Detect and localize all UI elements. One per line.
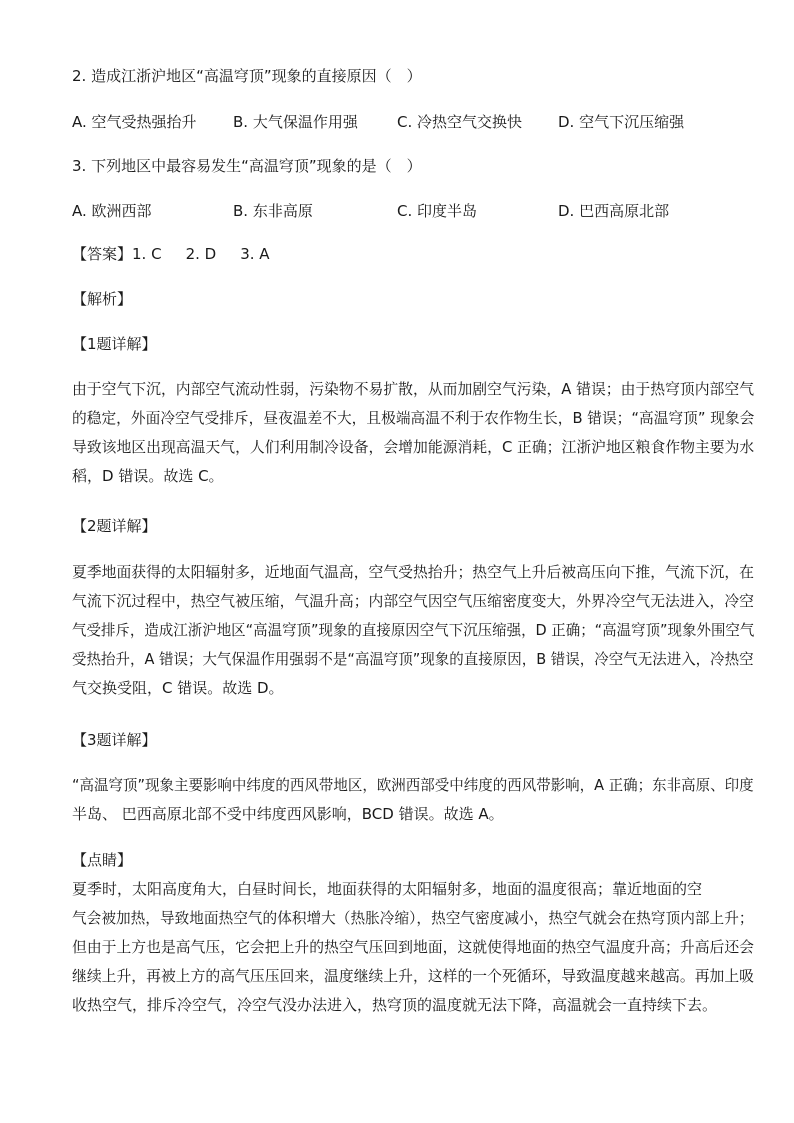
detail-2-line: 气交换受阻，C 错误。故选 D。 bbox=[72, 679, 284, 697]
detail-2-line: 气流下沉过程中，热空气被压缩，气温升高；内部空气因空气压缩密度变大，外界冷空气无法进入，冷空 bbox=[72, 592, 755, 610]
detail-3-label: 【3题详解】 bbox=[72, 731, 157, 749]
detail-3-line: “高温穹顶”现象主要影响中纬度的西风带地区，欧洲西部受中纬度的西风带影响，A 正确；东非高原、印度 bbox=[72, 776, 754, 794]
detail-1-label: 【1题详解】 bbox=[72, 335, 157, 353]
answer-3: 3. A bbox=[240, 245, 270, 263]
q3-option-d: D. 巴西高原北部 bbox=[558, 202, 670, 220]
tip-line bbox=[72, 846, 732, 904]
answer-label: 【答案】 bbox=[72, 245, 133, 263]
detail-3-paragraph bbox=[72, 771, 754, 829]
tip-label: 【点睛】 bbox=[72, 851, 133, 869]
detail-1-line: 由于空气下沉，内部空气流动性弱，污染物不易扩散，从而加剧空气污染，A 错误；由于热穹顶内部空气 bbox=[72, 380, 755, 398]
q2-option-c: C. 冷热空气交换快 bbox=[397, 113, 523, 131]
q2-option-b: B. 大气保温作用强 bbox=[233, 113, 358, 131]
answer-line bbox=[72, 244, 270, 264]
q3-option-b: B. 东非高原 bbox=[233, 202, 313, 220]
answer-2: 2. D bbox=[185, 245, 217, 263]
q3-option-a: A. 欧洲西部 bbox=[72, 202, 152, 220]
tip-paragraph bbox=[72, 846, 755, 1020]
detail-1-paragraph bbox=[72, 375, 755, 491]
detail-1-line: 稻，D 错误。故选 C。 bbox=[72, 467, 224, 485]
tip-first-line-text: 夏季时，太阳高度角大，白昼时间长，地面获得的太阳辐射多，地面的温度很高；靠近地面的空 bbox=[72, 880, 703, 898]
tip-line: 继续上升，再被上方的高气压压回来，温度继续上升，这样的一个死循环，导致温度越来越高。再加上吸 bbox=[72, 967, 755, 985]
detail-2-line: 气受排斥，造成江浙沪地区“高温穹顶”现象的直接原因空气下沉压缩强，D 正确；“高温穹顶”现象外围空气 bbox=[72, 621, 755, 639]
detail-2-line: 受热抬升，A 错误；大气保温作用强弱不是“高温穹顶”现象的直接原因，B 错误，冷空气无法进入，冷热空 bbox=[72, 650, 754, 668]
answer-1: 1. C bbox=[132, 245, 162, 263]
question-2-stem: 2. 造成江浙沪地区“高温穹顶”现象的直接原因（ ） bbox=[72, 67, 422, 85]
tip-line: 气会被加热，导致地面热空气的体积增大（热胀冷缩），热空气密度减小，热空气就会在热穹顶内部上升； bbox=[72, 909, 754, 927]
q2-option-a: A. 空气受热强抬升 bbox=[72, 113, 197, 131]
detail-3-line: 半岛、 巴西高原北部不受中纬度西风影响，BCD 错误。故选 A。 bbox=[72, 805, 504, 823]
detail-2-paragraph bbox=[72, 558, 755, 703]
detail-1-line: 的稳定，外面冷空气受排斥，昼夜温差不大，且极端高温不利于农作物生长，B 错误；“高温穹顶” 现象会 bbox=[72, 409, 755, 427]
detail-2-line: 夏季地面获得的太阳辐射多，近地面气温高，空气受热抬升；热空气上升后被高压向下推，气流下沉，在 bbox=[72, 563, 755, 581]
detail-1-line: 导致该地区出现高温天气，人们利用制冷设备，会增加能源消耗，C 正确；江浙沪地区粮食作物主要为水 bbox=[72, 438, 755, 456]
tip-line: 收热空气，排斥冷空气，冷空气没办法进入，热穹顶的温度就无法下降，高温就会一直持续下去。 bbox=[72, 996, 718, 1014]
detail-2-label: 【2题详解】 bbox=[72, 517, 157, 535]
q2-option-d: D. 空气下沉压缩强 bbox=[558, 113, 685, 131]
q3-option-c: C. 印度半岛 bbox=[397, 202, 478, 220]
tip-line: 但由于上方也是高气压，它会把上升的热空气压回到地面，这就使得地面的热空气温度升高；升高后还会 bbox=[72, 938, 755, 956]
question-3-stem: 3. 下列地区中最容易发生“高温穹顶”现象的是（ ） bbox=[72, 157, 422, 175]
analysis-label: 【解析】 bbox=[72, 290, 133, 308]
